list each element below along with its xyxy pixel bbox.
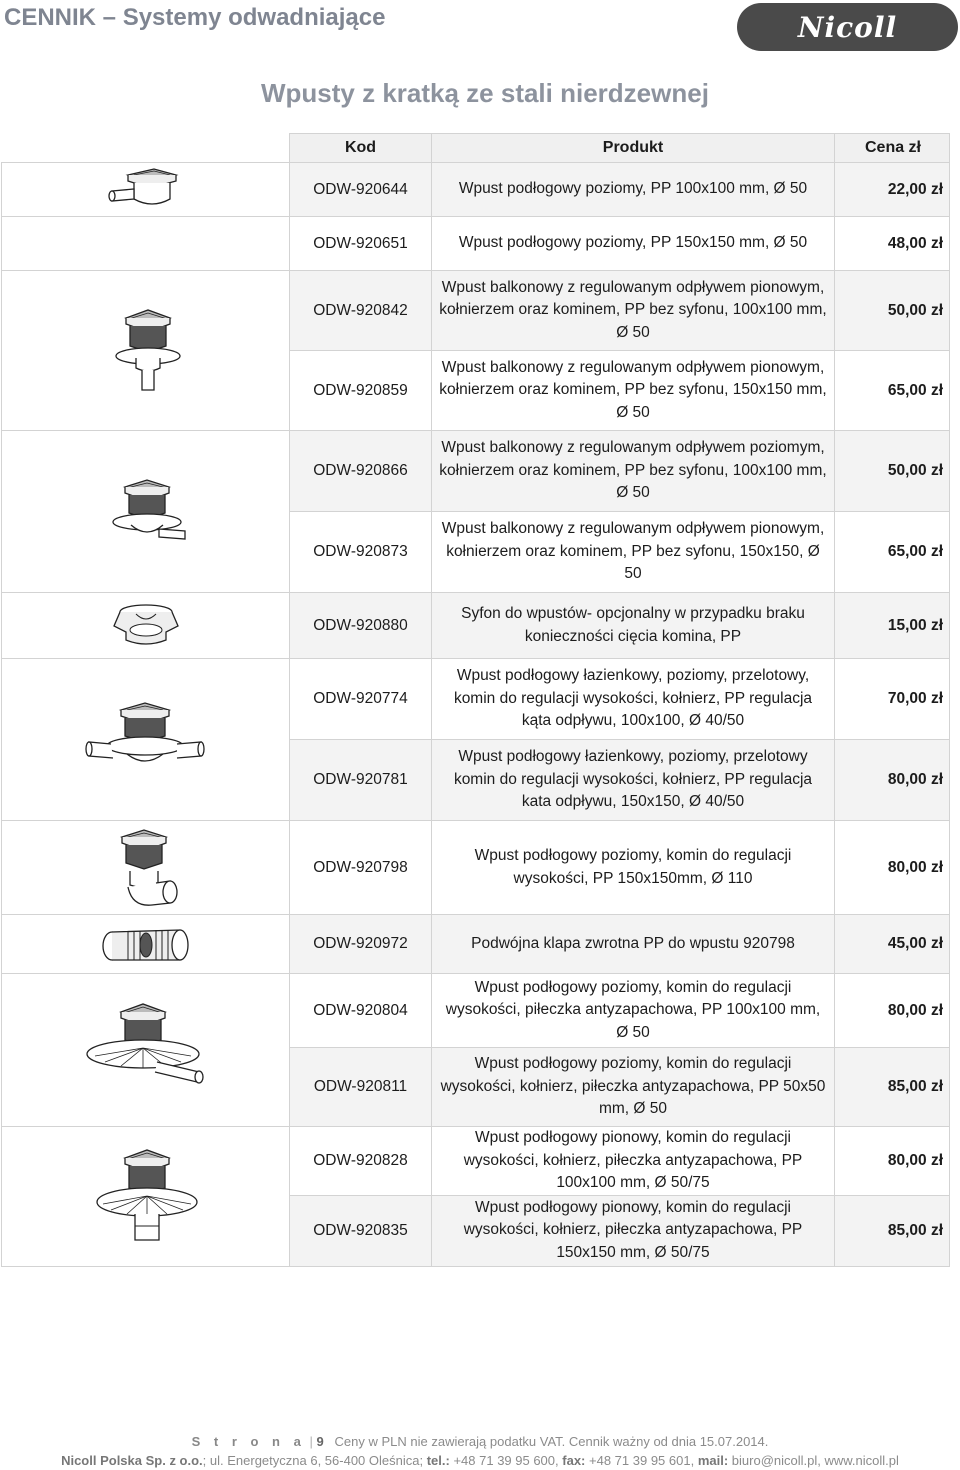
- page-footer-line-2: [0, 1453, 960, 1468]
- mail-label: mail:: [697, 1453, 729, 1468]
- product-image-cell: [2, 1127, 290, 1267]
- product-price: 45,00 zł: [835, 915, 950, 974]
- floor-drain-flange-vertical-image: [91, 1146, 201, 1246]
- product-code: ODW-920811: [290, 1048, 432, 1127]
- product-name: Wpust balkonowy z regulowanym odpływem poziomym, kołnierzem oraz kominem, PP bez syfonu, 100x100 mm, Ø 50: [432, 431, 835, 512]
- balcony-drain-vertical-image: [106, 306, 186, 396]
- product-image-cell: [2, 431, 290, 593]
- product-price: 22,00 zł: [835, 163, 950, 217]
- table-row: [2, 974, 950, 1048]
- fax-label: fax:: [562, 1453, 586, 1468]
- product-price: 85,00 zł: [835, 1195, 950, 1266]
- table-row: [2, 1127, 950, 1196]
- section-title: Wpusty z kratką ze stali nierdzewnej: [261, 78, 709, 108]
- table-row: [2, 217, 950, 271]
- double-check-valve-image: [98, 922, 194, 966]
- product-image-cell: [2, 163, 290, 217]
- product-code: ODW-920804: [290, 974, 432, 1048]
- product-code: ODW-920651: [290, 217, 432, 271]
- product-name: Podwójna klapa zwrotna PP do wpustu 920798: [432, 915, 835, 974]
- product-code: ODW-920866: [290, 431, 432, 512]
- product-price: 15,00 zł: [835, 593, 950, 659]
- company-address: ; ul. Energetyczna 6, 56-400 Oleśnica;: [202, 1453, 424, 1468]
- balcony-drain-horizontal-image: [101, 477, 191, 547]
- product-price: 70,00 zł: [835, 659, 950, 740]
- page-label: S t r o n a: [191, 1434, 306, 1449]
- table-header-row: [2, 134, 950, 163]
- product-price: 80,00 zł: [835, 740, 950, 821]
- tel-number: +48 71 39 95 600,: [453, 1453, 559, 1468]
- product-name: Wpust balkonowy z regulowanym odpływem pionowym, kołnierzem oraz kominem, PP bez syfonu, 100x100 mm, Ø 50: [432, 271, 835, 351]
- product-name: Syfon do wpustów- opcjonalny w przypadku braku konieczności cięcia komina, PP: [432, 593, 835, 659]
- company-name: Nicoll Polska Sp. z o.o.: [61, 1453, 203, 1468]
- product-price: 65,00 zł: [835, 512, 950, 593]
- image-column-header: [2, 134, 290, 163]
- product-name: Wpust podłogowy poziomy, komin do regulacji wysokości, piłeczka antyzapachowa, PP 100x100 mm, Ø 50: [432, 974, 835, 1048]
- product-code: ODW-920644: [290, 163, 432, 217]
- fax-number: +48 71 39 95 601,: [589, 1453, 695, 1468]
- product-image-cell-empty: [2, 217, 290, 271]
- price-table: [1, 133, 950, 1267]
- nicoll-logo: [737, 3, 958, 51]
- product-code: ODW-920781: [290, 740, 432, 821]
- table-row: [2, 915, 950, 974]
- product-price: 48,00 zł: [835, 217, 950, 271]
- tel-label: tel.:: [426, 1453, 450, 1468]
- product-name: Wpust podłogowy poziomy, PP 150x150 mm, Ø 50: [432, 217, 835, 271]
- product-name: Wpust podłogowy poziomy, PP 100x100 mm, Ø 50: [432, 163, 835, 217]
- price-column-header: Cena zł: [835, 134, 950, 163]
- product-code: ODW-920880: [290, 593, 432, 659]
- product-code: ODW-920859: [290, 351, 432, 431]
- code-column-header: Kod: [290, 134, 432, 163]
- table-row: [2, 659, 950, 740]
- product-price: 65,00 zł: [835, 351, 950, 431]
- bathroom-drain-through-image: [81, 700, 211, 780]
- page-footer-line-1: S t r o n a | 9 Ceny w PLN nie zawierają podatku VAT. Cennik ważny od dnia 15.07.2014.: [191, 1434, 769, 1449]
- product-name: Wpust podłogowy pionowy, komin do regulacji wysokości, kołnierz, piłeczka antyzapachowa, PP 150x150 mm, Ø 50/75: [432, 1195, 835, 1266]
- product-name: Wpust podłogowy pionowy, komin do regulacji wysokości, kołnierz, piłeczka antyzapachowa, PP 100x100 mm, Ø 50/75: [432, 1127, 835, 1196]
- product-code: ODW-920835: [290, 1195, 432, 1266]
- product-code: ODW-920842: [290, 271, 432, 351]
- floor-drain-flange-horizontal-image: [81, 1000, 211, 1100]
- floor-drain-image: [106, 165, 186, 215]
- product-price: 50,00 zł: [835, 431, 950, 512]
- product-image-cell: [2, 271, 290, 431]
- table-row: [2, 271, 950, 351]
- product-name: Wpust podłogowy łazienkowy, poziomy, przelotowy komin do regulacji wysokości, kołnierz, PP regulacja kata odpływu, 150x150, Ø 40/50: [432, 740, 835, 821]
- product-name: Wpust balkonowy z regulowanym odpływem pionowym, kołnierzem oraz kominem, PP bez syfonu, 150x150, Ø 50: [432, 512, 835, 593]
- page-number: 9: [316, 1434, 324, 1449]
- product-image-cell: [2, 659, 290, 821]
- product-code: ODW-920774: [290, 659, 432, 740]
- siphon-image: [106, 602, 186, 650]
- product-name: Wpust balkonowy z regulowanym odpływem pionowym, kołnierzem oraz kominem, PP bez syfonu, 150x150 mm, Ø 50: [432, 351, 835, 431]
- table-row: [2, 163, 950, 217]
- vat-note: Ceny w PLN nie zawierają podatku VAT. Cennik ważny od dnia 15.07.2014.: [334, 1434, 769, 1449]
- product-image-cell: [2, 821, 290, 915]
- product-price: 80,00 zł: [835, 1127, 950, 1196]
- product-name: Wpust podłogowy łazienkowy, poziomy, przelotowy, komin do regulacji wysokości, kołnierz, PP regulacja kąta odpływu, 100x100, Ø 40/50: [432, 659, 835, 740]
- product-name: Wpust podłogowy poziomy, komin do regulacji wysokości, PP 150x150mm, Ø 110: [432, 821, 835, 915]
- product-code: ODW-920828: [290, 1127, 432, 1196]
- table-row: [2, 821, 950, 915]
- product-code: ODW-920873: [290, 512, 432, 593]
- product-name: Wpust podłogowy poziomy, komin do regulacji wysokości, kołnierz, piłeczka antyzapachowa, PP 50x50 mm, Ø 50: [432, 1048, 835, 1127]
- product-price: 50,00 zł: [835, 271, 950, 351]
- table-row: [2, 431, 950, 512]
- product-price: 80,00 zł: [835, 974, 950, 1048]
- product-column-header: Produkt: [432, 134, 835, 163]
- product-code: ODW-920972: [290, 915, 432, 974]
- document-title: CENNIK – Systemy odwadniające: [4, 4, 386, 31]
- mail-address: biuro@nicoll.pl, www.nicoll.pl: [731, 1453, 899, 1468]
- product-image-cell: [2, 974, 290, 1127]
- product-image-cell: [2, 915, 290, 974]
- table-row: [2, 593, 950, 659]
- product-code: ODW-920798: [290, 821, 432, 915]
- floor-drain-110-image: [106, 827, 186, 909]
- logo-text: Nicoll: [797, 10, 898, 44]
- product-price: 85,00 zł: [835, 1048, 950, 1127]
- product-image-cell: [2, 593, 290, 659]
- product-price: 80,00 zł: [835, 821, 950, 915]
